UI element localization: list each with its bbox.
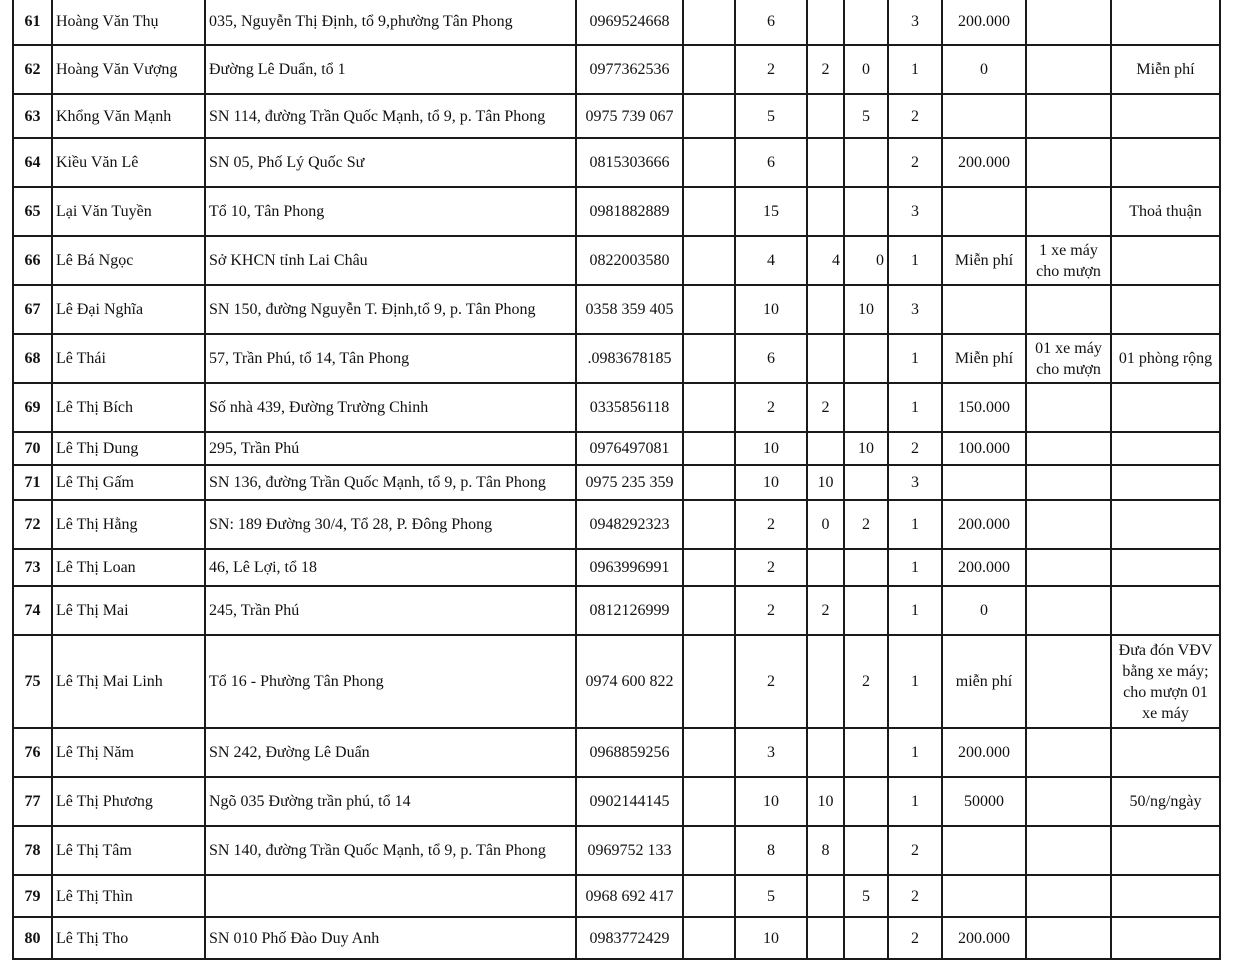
- address-cell: SN 140, đường Trần Quốc Mạnh, tổ 9, p. Tân Phong: [205, 826, 576, 875]
- table-row: [13, 187, 1220, 236]
- count-b-cell: [844, 187, 888, 236]
- note-cell: [1111, 500, 1220, 549]
- price-cell: 0: [942, 45, 1026, 94]
- row-number-cell: 75: [13, 635, 52, 728]
- vehicle-cell: [1026, 635, 1111, 728]
- rooms-cell: 6: [735, 138, 807, 187]
- note-cell: [1111, 285, 1220, 334]
- row-number-cell: 73: [13, 549, 52, 586]
- count-c-cell: 1: [888, 500, 942, 549]
- count-b-cell: 5: [844, 875, 888, 917]
- count-c-cell: 1: [888, 586, 942, 635]
- blank-cell: [683, 432, 735, 465]
- count-a-cell: [807, 187, 844, 236]
- rooms-cell: 10: [735, 917, 807, 959]
- vehicle-cell: [1026, 465, 1111, 500]
- count-b-cell: 5: [844, 94, 888, 138]
- blank-cell: [683, 187, 735, 236]
- note-cell: 01 phòng rộng: [1111, 334, 1220, 383]
- note-cell: [1111, 549, 1220, 586]
- address-cell: Sở KHCN tỉnh Lai Châu: [205, 236, 576, 285]
- vehicle-cell: [1026, 917, 1111, 959]
- note-cell: [1111, 94, 1220, 138]
- name-cell: Lê Thị Mai: [52, 586, 205, 635]
- row-number-cell: 77: [13, 777, 52, 826]
- address-cell: Số nhà 439, Đường Trường Chinh: [205, 383, 576, 432]
- note-cell: [1111, 465, 1220, 500]
- count-b-cell: [844, 917, 888, 959]
- count-a-cell: 10: [807, 465, 844, 500]
- note-cell: Thoả thuận: [1111, 187, 1220, 236]
- rooms-cell: 2: [735, 549, 807, 586]
- note-cell: [1111, 383, 1220, 432]
- phone-cell: 0974 600 822: [576, 635, 683, 728]
- name-cell: Kiều Văn Lê: [52, 138, 205, 187]
- count-c-cell: 2: [888, 826, 942, 875]
- blank-cell: [683, 917, 735, 959]
- address-cell: 245, Trần Phú: [205, 586, 576, 635]
- count-b-cell: [844, 549, 888, 586]
- price-cell: [942, 875, 1026, 917]
- count-c-cell: 3: [888, 465, 942, 500]
- rooms-cell: 4: [735, 236, 807, 285]
- blank-cell: [683, 875, 735, 917]
- table-row: [13, 826, 1220, 875]
- name-cell: Lê Thái: [52, 334, 205, 383]
- row-number-cell: 64: [13, 138, 52, 187]
- count-a-cell: 8: [807, 826, 844, 875]
- address-cell: SN 136, đường Trần Quốc Mạnh, tổ 9, p. Tân Phong: [205, 465, 576, 500]
- count-b-cell: [844, 586, 888, 635]
- address-cell: 295, Trần Phú: [205, 432, 576, 465]
- count-c-cell: 1: [888, 728, 942, 777]
- address-cell: 035, Nguyễn Thị Định, tổ 9,phường Tân Phong: [205, 0, 576, 45]
- count-b-cell: 10: [844, 432, 888, 465]
- address-cell: SN 114, đường Trần Quốc Mạnh, tổ 9, p. Tân Phong: [205, 94, 576, 138]
- table-row: [13, 45, 1220, 94]
- note-cell: [1111, 728, 1220, 777]
- row-number-cell: 69: [13, 383, 52, 432]
- row-number-cell: 74: [13, 586, 52, 635]
- count-c-cell: 1: [888, 236, 942, 285]
- table-row: [13, 875, 1220, 917]
- count-a-cell: [807, 285, 844, 334]
- phone-cell: 0981882889: [576, 187, 683, 236]
- rooms-cell: 15: [735, 187, 807, 236]
- address-cell: SN 05, Phố Lý Quốc Sư: [205, 138, 576, 187]
- phone-cell: 0815303666: [576, 138, 683, 187]
- vehicle-cell: [1026, 432, 1111, 465]
- phone-cell: 0969524668: [576, 0, 683, 45]
- price-cell: 100.000: [942, 432, 1026, 465]
- count-b-cell: [844, 826, 888, 875]
- vehicle-cell: [1026, 94, 1111, 138]
- blank-cell: [683, 236, 735, 285]
- table-row: [13, 138, 1220, 187]
- vehicle-cell: [1026, 138, 1111, 187]
- price-cell: 200.000: [942, 500, 1026, 549]
- price-cell: Miễn phí: [942, 236, 1026, 285]
- row-number-cell: 61: [13, 0, 52, 45]
- table-row: [13, 285, 1220, 334]
- rooms-cell: 10: [735, 777, 807, 826]
- note-cell: [1111, 875, 1220, 917]
- count-b-cell: [844, 383, 888, 432]
- row-number-cell: 79: [13, 875, 52, 917]
- row-number-cell: 68: [13, 334, 52, 383]
- price-cell: 200.000: [942, 0, 1026, 45]
- count-c-cell: 1: [888, 777, 942, 826]
- count-c-cell: 3: [888, 187, 942, 236]
- vehicle-cell: [1026, 728, 1111, 777]
- count-c-cell: 3: [888, 285, 942, 334]
- count-a-cell: [807, 334, 844, 383]
- vehicle-cell: 01 xe máy cho mượn: [1026, 334, 1111, 383]
- blank-cell: [683, 94, 735, 138]
- count-c-cell: 1: [888, 383, 942, 432]
- rooms-cell: 10: [735, 432, 807, 465]
- name-cell: Lê Thị Hằng: [52, 500, 205, 549]
- rooms-cell: 6: [735, 334, 807, 383]
- count-b-cell: 0: [844, 45, 888, 94]
- count-a-cell: 10: [807, 777, 844, 826]
- blank-cell: [683, 0, 735, 45]
- blank-cell: [683, 826, 735, 875]
- blank-cell: [683, 549, 735, 586]
- price-cell: [942, 94, 1026, 138]
- address-cell: SN 150, đường Nguyễn T. Định,tổ 9, p. Tân Phong: [205, 285, 576, 334]
- blank-cell: [683, 635, 735, 728]
- rooms-cell: 2: [735, 383, 807, 432]
- rooms-cell: 5: [735, 875, 807, 917]
- table-row: [13, 432, 1220, 465]
- blank-cell: [683, 383, 735, 432]
- note-cell: Miễn phí: [1111, 45, 1220, 94]
- count-a-cell: [807, 0, 844, 45]
- count-a-cell: [807, 432, 844, 465]
- address-cell: [205, 875, 576, 917]
- address-cell: SN: 189 Đường 30/4, Tổ 28, P. Đông Phong: [205, 500, 576, 549]
- count-b-cell: 2: [844, 635, 888, 728]
- row-number-cell: 80: [13, 917, 52, 959]
- count-a-cell: [807, 94, 844, 138]
- address-cell: Tổ 10, Tân Phong: [205, 187, 576, 236]
- vehicle-cell: [1026, 777, 1111, 826]
- price-cell: 50000: [942, 777, 1026, 826]
- note-cell: [1111, 586, 1220, 635]
- address-cell: SN 010 Phố Đào Duy Anh: [205, 917, 576, 959]
- row-number-cell: 66: [13, 236, 52, 285]
- count-b-cell: 0: [844, 236, 888, 285]
- phone-cell: 0983772429: [576, 917, 683, 959]
- rooms-cell: 8: [735, 826, 807, 875]
- row-number-cell: 62: [13, 45, 52, 94]
- table-row: [13, 0, 1220, 45]
- note-cell: [1111, 826, 1220, 875]
- vehicle-cell: [1026, 45, 1111, 94]
- vehicle-cell: [1026, 875, 1111, 917]
- name-cell: Lê Thị Thìn: [52, 875, 205, 917]
- price-cell: 0: [942, 586, 1026, 635]
- count-c-cell: 1: [888, 334, 942, 383]
- phone-cell: 0977362536: [576, 45, 683, 94]
- count-a-cell: 2: [807, 45, 844, 94]
- phone-cell: 0335856118: [576, 383, 683, 432]
- row-number-cell: 67: [13, 285, 52, 334]
- count-a-cell: [807, 138, 844, 187]
- name-cell: Lê Thị Dung: [52, 432, 205, 465]
- row-number-cell: 70: [13, 432, 52, 465]
- table-row: [13, 777, 1220, 826]
- table-row: [13, 334, 1220, 383]
- table-row: [13, 383, 1220, 432]
- name-cell: Lê Thị Bích: [52, 383, 205, 432]
- price-cell: 200.000: [942, 138, 1026, 187]
- row-number-cell: 71: [13, 465, 52, 500]
- count-b-cell: [844, 465, 888, 500]
- count-a-cell: 0: [807, 500, 844, 549]
- rooms-cell: 2: [735, 635, 807, 728]
- rooms-cell: 6: [735, 0, 807, 45]
- name-cell: Lê Thị Mai Linh: [52, 635, 205, 728]
- price-cell: [942, 285, 1026, 334]
- name-cell: Lê Thị Năm: [52, 728, 205, 777]
- count-b-cell: [844, 138, 888, 187]
- count-c-cell: 2: [888, 94, 942, 138]
- address-cell: 57, Trần Phú, tổ 14, Tân Phong: [205, 334, 576, 383]
- rooms-cell: 10: [735, 285, 807, 334]
- count-c-cell: 2: [888, 432, 942, 465]
- price-cell: 200.000: [942, 549, 1026, 586]
- table-row: [13, 586, 1220, 635]
- table-row: [13, 94, 1220, 138]
- rooms-cell: 10: [735, 465, 807, 500]
- row-number-cell: 78: [13, 826, 52, 875]
- phone-cell: 0968 692 417: [576, 875, 683, 917]
- price-cell: [942, 187, 1026, 236]
- phone-cell: .0983678185: [576, 334, 683, 383]
- count-b-cell: [844, 777, 888, 826]
- count-a-cell: [807, 917, 844, 959]
- phone-cell: 0969752 133: [576, 826, 683, 875]
- vehicle-cell: [1026, 0, 1111, 45]
- name-cell: Lê Thị Loan: [52, 549, 205, 586]
- table-row: [13, 728, 1220, 777]
- name-cell: Lại Văn Tuyền: [52, 187, 205, 236]
- phone-cell: 0975 235 359: [576, 465, 683, 500]
- row-number-cell: 63: [13, 94, 52, 138]
- blank-cell: [683, 465, 735, 500]
- note-cell: [1111, 138, 1220, 187]
- count-a-cell: 4: [807, 236, 844, 285]
- vehicle-cell: [1026, 383, 1111, 432]
- phone-cell: 0358 359 405: [576, 285, 683, 334]
- count-a-cell: [807, 635, 844, 728]
- blank-cell: [683, 138, 735, 187]
- price-cell: 200.000: [942, 728, 1026, 777]
- count-c-cell: 1: [888, 635, 942, 728]
- name-cell: Hoàng Văn Vượng: [52, 45, 205, 94]
- name-cell: Lê Bá Ngọc: [52, 236, 205, 285]
- rooms-cell: 3: [735, 728, 807, 777]
- row-number-cell: 65: [13, 187, 52, 236]
- row-number-cell: 72: [13, 500, 52, 549]
- row-number-cell: 76: [13, 728, 52, 777]
- blank-cell: [683, 334, 735, 383]
- name-cell: Lê Thị Gấm: [52, 465, 205, 500]
- address-cell: SN 242, Đường Lê Duẩn: [205, 728, 576, 777]
- count-c-cell: 2: [888, 875, 942, 917]
- table-row: [13, 549, 1220, 586]
- blank-cell: [683, 45, 735, 94]
- count-b-cell: 2: [844, 500, 888, 549]
- vehicle-cell: [1026, 826, 1111, 875]
- price-cell: [942, 826, 1026, 875]
- count-a-cell: [807, 728, 844, 777]
- name-cell: Lê Thị Tâm: [52, 826, 205, 875]
- vehicle-cell: [1026, 187, 1111, 236]
- vehicle-cell: [1026, 285, 1111, 334]
- price-cell: 150.000: [942, 383, 1026, 432]
- count-b-cell: 10: [844, 285, 888, 334]
- rooms-cell: 5: [735, 94, 807, 138]
- price-cell: Miễn phí: [942, 334, 1026, 383]
- note-cell: 50/ng/ngày: [1111, 777, 1220, 826]
- address-cell: 46, Lê Lợi, tổ 18: [205, 549, 576, 586]
- blank-cell: [683, 500, 735, 549]
- address-cell: Tổ 16 - Phường Tân Phong: [205, 635, 576, 728]
- count-c-cell: 1: [888, 549, 942, 586]
- count-a-cell: 2: [807, 586, 844, 635]
- accommodation-table: [12, 0, 1221, 960]
- count-c-cell: 2: [888, 138, 942, 187]
- vehicle-cell: [1026, 549, 1111, 586]
- count-a-cell: [807, 875, 844, 917]
- rooms-cell: 2: [735, 500, 807, 549]
- address-cell: Đường Lê Duẩn, tổ 1: [205, 45, 576, 94]
- table-row: [13, 635, 1220, 728]
- phone-cell: 0822003580: [576, 236, 683, 285]
- name-cell: Lê Đại Nghĩa: [52, 285, 205, 334]
- name-cell: Lê Thị Tho: [52, 917, 205, 959]
- count-c-cell: 1: [888, 45, 942, 94]
- count-c-cell: 2: [888, 917, 942, 959]
- count-b-cell: [844, 728, 888, 777]
- count-a-cell: 2: [807, 383, 844, 432]
- phone-cell: 0902144145: [576, 777, 683, 826]
- count-c-cell: 3: [888, 0, 942, 45]
- vehicle-cell: 1 xe máy cho mượn: [1026, 236, 1111, 285]
- table-row: [13, 465, 1220, 500]
- price-cell: [942, 465, 1026, 500]
- rooms-cell: 2: [735, 586, 807, 635]
- name-cell: Lê Thị Phương: [52, 777, 205, 826]
- table-body: [13, 0, 1220, 959]
- note-cell: [1111, 236, 1220, 285]
- phone-cell: 0975 739 067: [576, 94, 683, 138]
- name-cell: Khổng Văn Mạnh: [52, 94, 205, 138]
- count-b-cell: [844, 0, 888, 45]
- count-a-cell: [807, 549, 844, 586]
- vehicle-cell: [1026, 586, 1111, 635]
- note-cell: Đưa đón VĐV bằng xe máy; cho mượn 01 xe máy: [1111, 635, 1220, 728]
- phone-cell: 0948292323: [576, 500, 683, 549]
- table-row: [13, 917, 1220, 959]
- price-cell: 200.000: [942, 917, 1026, 959]
- note-cell: [1111, 432, 1220, 465]
- rooms-cell: 2: [735, 45, 807, 94]
- blank-cell: [683, 586, 735, 635]
- table-row: [13, 500, 1220, 549]
- phone-cell: 0968859256: [576, 728, 683, 777]
- vehicle-cell: [1026, 500, 1111, 549]
- phone-cell: 0812126999: [576, 586, 683, 635]
- count-b-cell: [844, 334, 888, 383]
- blank-cell: [683, 728, 735, 777]
- blank-cell: [683, 285, 735, 334]
- phone-cell: 0976497081: [576, 432, 683, 465]
- note-cell: [1111, 917, 1220, 959]
- phone-cell: 0963996991: [576, 549, 683, 586]
- address-cell: Ngõ 035 Đường trần phú, tổ 14: [205, 777, 576, 826]
- price-cell: miễn phí: [942, 635, 1026, 728]
- name-cell: Hoàng Văn Thụ: [52, 0, 205, 45]
- blank-cell: [683, 777, 735, 826]
- table-row: [13, 236, 1220, 285]
- note-cell: [1111, 0, 1220, 45]
